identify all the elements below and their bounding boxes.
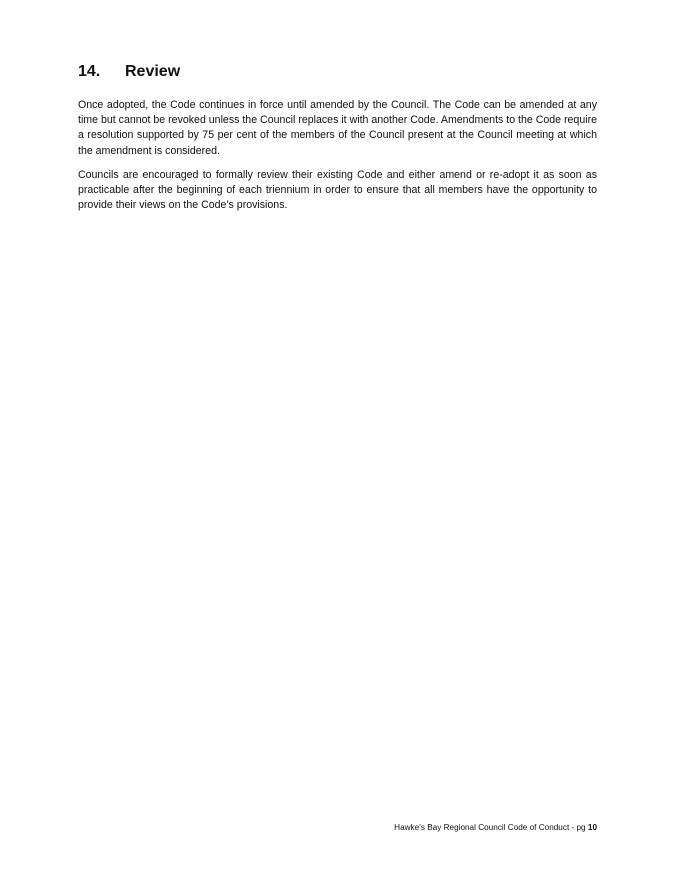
section-title: Review (125, 63, 181, 80)
paragraph-2: Councils are encouraged to formally review their existing Code and either amend or re-adopt it as soon as practicable after the beginning of each triennium in order to ensure that all members have the opportunity to provide their views on the Code’s provisions. (78, 169, 597, 212)
footer-text: Hawke’s Bay Regional Council Code of Conduct - pg (394, 823, 588, 832)
section-heading (78, 63, 180, 81)
page-footer (394, 823, 597, 832)
footer-page-number: 10 (587, 823, 597, 832)
paragraph-1: Once adopted, the Code continues in force until amended by the Council. The Code can be amended at any time but cannot be revoked unless the Council replaces it with another Code. Amendments to the Code require a resolution supported by 75 per cent of the members of the Council present at the Council meeting at which the amendment is considered. (78, 99, 597, 157)
section-number: 14. (78, 63, 101, 80)
